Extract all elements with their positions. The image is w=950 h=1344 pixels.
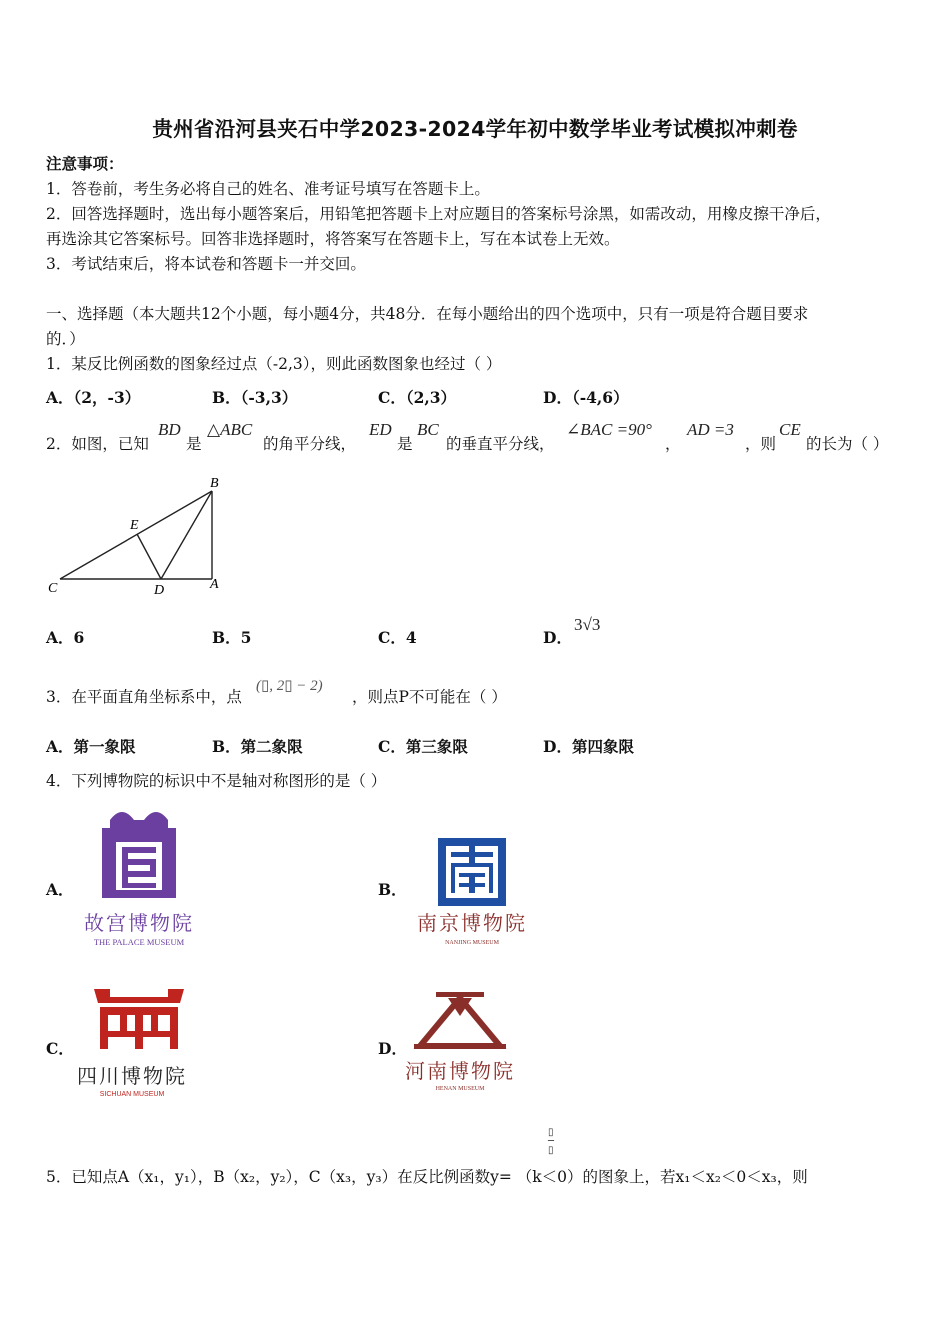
- section-heading-cont: 的．）: [46, 330, 85, 348]
- q3-text-2: ，则点P不可能在（ ）: [352, 688, 507, 706]
- q2-option-d-math: 3√3: [574, 615, 601, 634]
- henan-logo-cn: 河南博物院: [405, 1059, 515, 1083]
- q3-math-point: (▯, 2▯ − 2): [256, 678, 323, 694]
- notice-item-2-cont: 再选涂其它答案标号。回答非选择题时，将答案写在答题卡上，写在本试卷上无效。: [46, 230, 620, 248]
- q4-option-d[interactable]: D．: [378, 1039, 407, 1058]
- q5-stem: 5．已知点A（x₁，y₁），B（x₂，y₂），C（x₃，y₃）在反比例函数y= （k＜0）的图象上，若x₁＜x₂＜0＜x₃，则: [46, 1168, 808, 1186]
- q2-text-3: 的角平分线，: [263, 435, 357, 453]
- q2-text-5: 的垂直平分线，: [446, 435, 555, 453]
- palace-logo-cn: 故宫博物院: [84, 911, 194, 935]
- q2-option-b[interactable]: B．5: [212, 628, 252, 647]
- q4-option-b[interactable]: B．: [378, 880, 407, 899]
- q4-stem: 4．下列博物院的标识中不是轴对称图形的是（ ）: [46, 772, 387, 790]
- sichuan-logo-cn: 四川博物院: [77, 1064, 187, 1088]
- q2-text-7: ，则: [745, 435, 777, 453]
- palace-museum-logo[interactable]: [72, 800, 207, 950]
- q2-option-a[interactable]: A．6: [46, 628, 85, 647]
- q1-option-a[interactable]: A．（2，-3）: [46, 388, 141, 407]
- q2-option-c[interactable]: C．4: [378, 628, 417, 647]
- q3-option-a[interactable]: A．第一象限: [46, 737, 136, 756]
- q2-text-2: 是: [186, 435, 202, 453]
- segment-cb: [60, 491, 212, 579]
- label-b: B: [210, 476, 219, 491]
- segment-bd: [161, 491, 212, 579]
- q2-math-bd: BD: [158, 420, 181, 439]
- q2-text-4: 是: [397, 435, 413, 453]
- notice-heading: 注意事项：: [46, 154, 124, 173]
- nanjing-museum-logo[interactable]: [405, 830, 540, 950]
- palace-logo-en: THE PALACE MUSEUM: [93, 937, 185, 947]
- q3-option-b[interactable]: B．第二象限: [212, 737, 303, 756]
- q2-triangle-figure: [40, 470, 240, 605]
- notice-item-3: 3．考试结束后，将本试卷和答题卡一并交回。: [46, 255, 366, 273]
- label-a: A: [210, 577, 219, 592]
- q5-fraction-placeholder: ▯ ─ ▯: [548, 1127, 555, 1156]
- q4-option-a[interactable]: A．: [46, 880, 74, 899]
- q2-text-6: ，: [665, 435, 681, 453]
- q1-option-b[interactable]: B．（-3,3）: [212, 388, 298, 407]
- q2-math-triangle: △ABC: [207, 420, 253, 439]
- q3-option-d[interactable]: D．第四象限: [543, 737, 634, 756]
- label-c: C: [48, 581, 58, 596]
- section-heading: 一、选择题（本大题共12个小题，每小题4分，共48分．在每小题给出的四个选项中，只有一项是符合题目要求: [46, 305, 809, 323]
- nanjing-logo-cn: 南京博物院: [417, 911, 527, 935]
- q2-text-8: 的长为（ ）: [806, 435, 889, 453]
- notice-item-1: 1．答卷前，考生务必将自己的姓名、准考证号填写在答题卡上。: [46, 180, 490, 198]
- q1-option-d[interactable]: D．（-4,6）: [543, 388, 629, 407]
- q2-math-angle: ∠BAC =90°: [566, 420, 652, 439]
- q2-math-bc: BC: [417, 420, 439, 439]
- q3-option-c[interactable]: C．第三象限: [378, 737, 468, 756]
- sichuan-logo-en: SICHUAN MUSEUM: [99, 1091, 165, 1098]
- q1-option-c[interactable]: C．（2,3）: [378, 388, 457, 407]
- q2-math-ce: CE: [779, 420, 801, 439]
- q4-option-c[interactable]: C．: [46, 1039, 74, 1058]
- q2-math-ad: AD =3: [687, 420, 734, 439]
- notice-item-2: 2．回答选择题时，选出每小题答案后，用铅笔把答题卡上对应题目的答案标号涂黑，如需改动，用橡皮擦干净后，: [46, 205, 831, 223]
- q1-stem: 1．某反比例函数的图象经过点（-2,3），则此函数图象也经过（ ）: [46, 355, 502, 373]
- henan-museum-logo[interactable]: [400, 988, 535, 1093]
- q2-option-d[interactable]: D．: [543, 628, 572, 647]
- label-e: E: [130, 518, 139, 533]
- page-title: 贵州省沿河县夹石中学2023-2024学年初中数学毕业考试模拟冲刺卷: [152, 117, 798, 141]
- q2-math-ed: ED: [369, 420, 392, 439]
- q3-text-1: 3．在平面直角坐标系中，点: [46, 688, 242, 706]
- nanjing-logo-en: NANJING MUSEUM: [445, 940, 499, 946]
- segment-ed: [137, 534, 161, 579]
- henan-logo-en: HENAN MUSEUM: [435, 1086, 485, 1092]
- label-d: D: [154, 583, 165, 598]
- sichuan-museum-logo[interactable]: [72, 985, 207, 1100]
- q2-text-1: 2．如图，已知: [46, 435, 149, 453]
